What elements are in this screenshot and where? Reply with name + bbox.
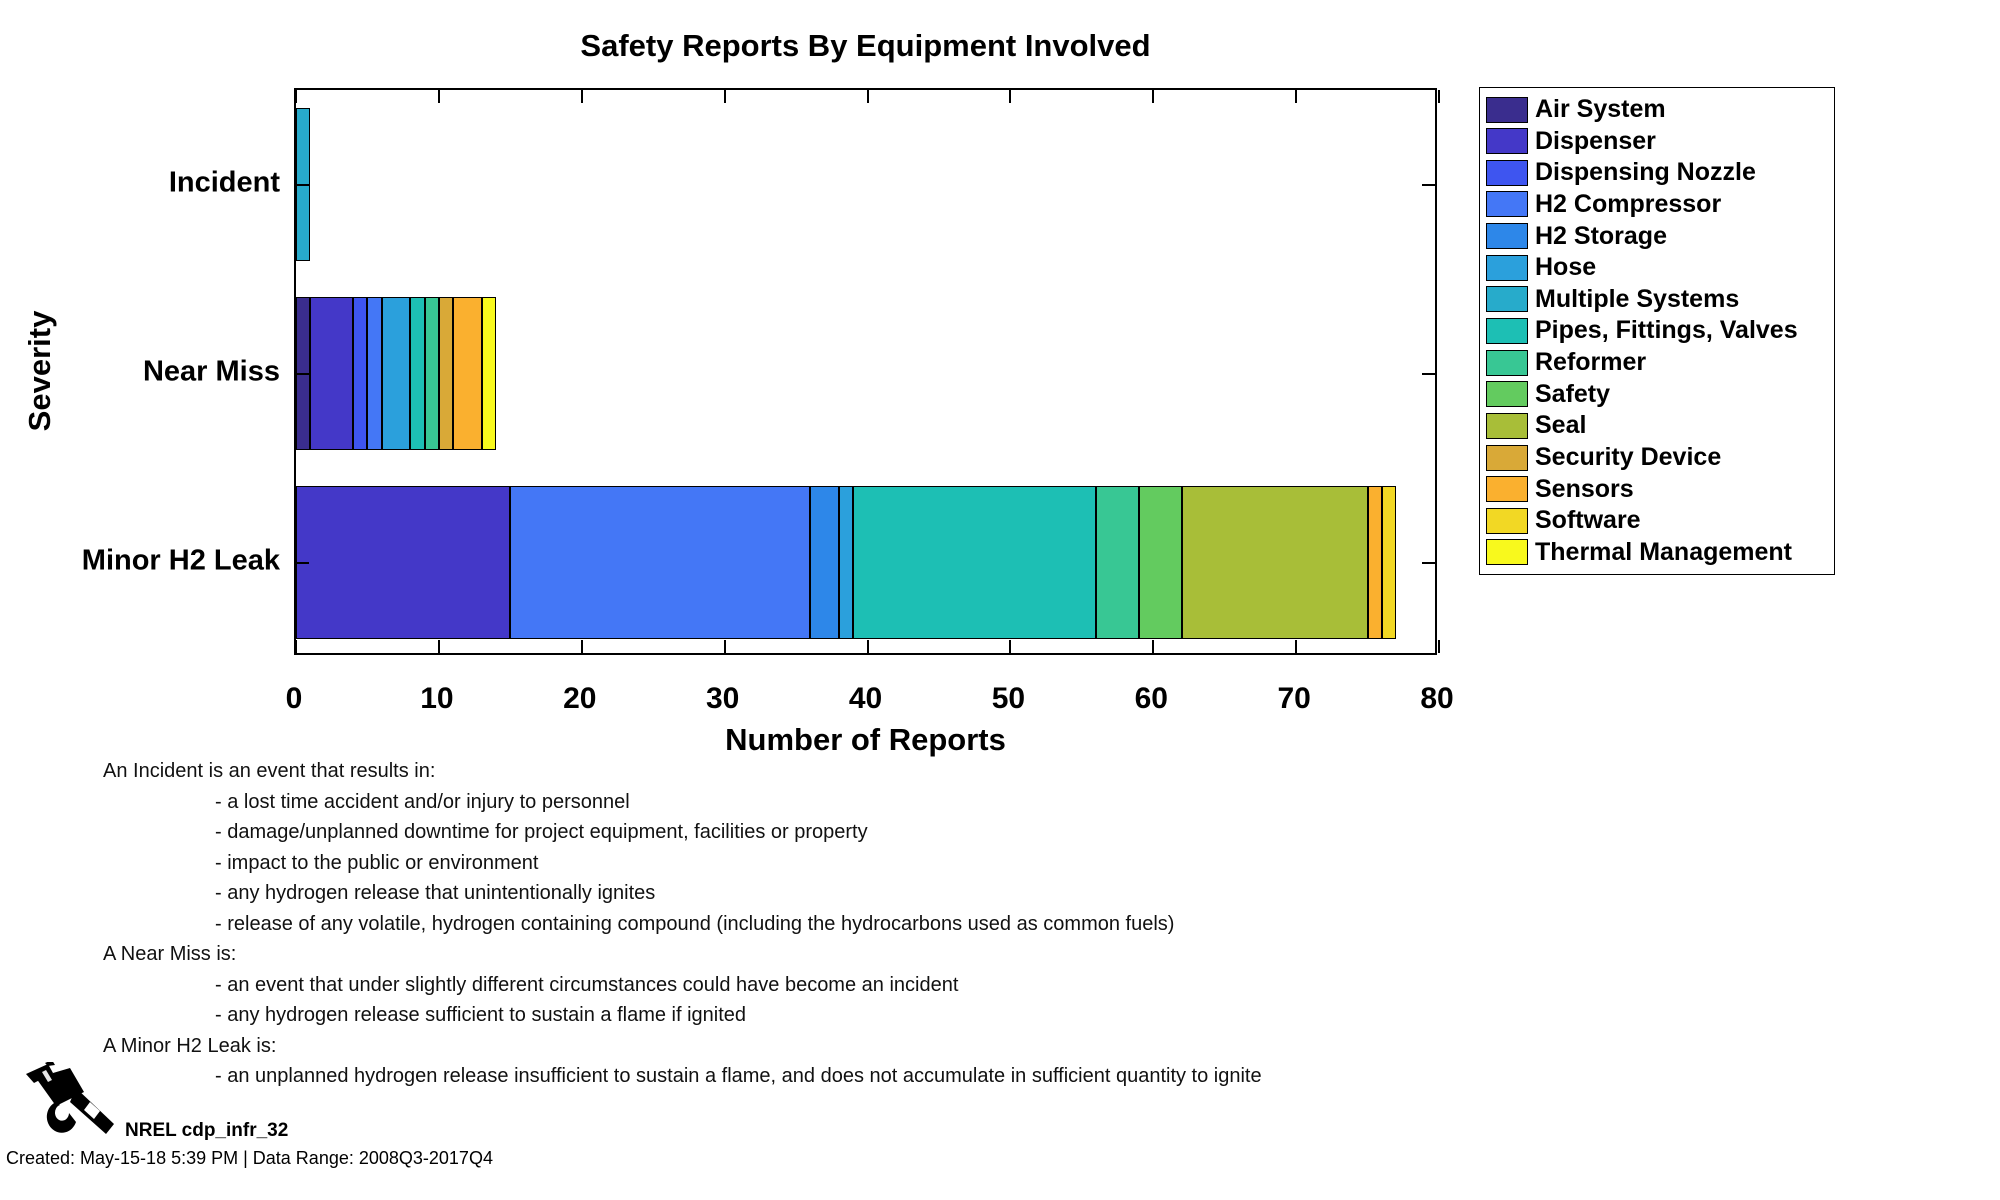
legend-item [1486, 348, 1828, 377]
legend-swatch [1486, 223, 1528, 249]
legend-item [1486, 380, 1828, 409]
note-line: - a lost time accident and/or injury to personnel [215, 790, 630, 813]
legend-swatch [1486, 381, 1528, 407]
note-line: - impact to the public or environment [215, 851, 539, 874]
legend-label: Thermal Management [1535, 537, 1793, 566]
legend-swatch [1486, 350, 1528, 376]
created-data-range: Created: May-15-18 5:39 PM | Data Range: 2008Q3-2017Q4 [6, 1148, 493, 1168]
legend-label: Safety [1535, 379, 1611, 408]
legend-label: Pipes, Fittings, Valves [1535, 316, 1798, 345]
y-axis-tick [296, 184, 309, 186]
x-axis-tick [867, 90, 869, 103]
bar-segment [1139, 486, 1182, 639]
legend-label: Air System [1535, 95, 1666, 123]
legend-item [1486, 285, 1828, 314]
legend-item [1486, 443, 1828, 472]
y-axis-tick [1422, 373, 1435, 375]
legend-item [1486, 190, 1828, 219]
note-line: - an unplanned hydrogen release insufficient to sustain a flame, and does not accumulate in sufficient quantity to ignite [215, 1065, 1262, 1087]
legend-swatch [1486, 191, 1528, 217]
y-tick-label: Incident [168, 166, 280, 198]
chart-title: Safety Reports By Equipment Involved [580, 28, 1151, 63]
x-tick-label: 80 [1420, 682, 1454, 715]
legend-item [1486, 253, 1828, 282]
y-axis-tick [296, 373, 309, 375]
x-tick-label: 20 [563, 682, 597, 715]
bar-segment [853, 486, 1096, 639]
x-axis-tick [295, 640, 297, 653]
note-line: - any hydrogen release sufficient to sustain a flame if ignited [215, 1004, 747, 1026]
legend-label: H2 Storage [1535, 221, 1667, 250]
legend-item [1486, 475, 1828, 504]
legend-swatch [1486, 413, 1528, 439]
bar-segment [482, 297, 496, 450]
legend-label: Dispenser [1535, 126, 1656, 155]
bar-segment [839, 486, 853, 639]
legend-swatch [1486, 445, 1528, 471]
legend-label: Security Device [1535, 443, 1722, 472]
x-tick-label: 40 [848, 682, 883, 715]
legend-label: Hose [1535, 253, 1597, 282]
legend-label: Reformer [1535, 348, 1647, 377]
x-tick-label: 50 [991, 682, 1026, 715]
x-axis-tick-labels [285, 682, 1454, 718]
x-tick-label: 30 [705, 682, 740, 715]
bar-segment [1182, 486, 1368, 639]
y-axis-tick [1422, 562, 1435, 564]
bar-segment [439, 297, 453, 450]
note-line: - any hydrogen release that unintentionally ignites [215, 882, 656, 904]
bar-segment [310, 297, 353, 450]
plot-area [294, 88, 1437, 655]
bar-segment [296, 486, 510, 639]
x-axis-tick [867, 640, 869, 653]
legend-label: Multiple Systems [1535, 284, 1740, 313]
y-axis-tick [1422, 184, 1435, 186]
legend-swatch [1486, 255, 1528, 281]
bar-segment [453, 297, 482, 450]
legend-item [1486, 411, 1828, 440]
legend-swatch [1486, 508, 1528, 534]
x-axis-tick [724, 90, 726, 103]
bar-segment [382, 297, 411, 450]
x-axis-tick [1295, 90, 1297, 103]
legend-item [1486, 506, 1828, 535]
legend-swatch [1486, 128, 1528, 154]
x-axis-tick [1009, 90, 1011, 103]
x-axis-tick [1152, 90, 1154, 103]
nrel-cdp-label: NREL cdp_infr_32 [125, 1120, 289, 1141]
legend [1479, 87, 1835, 575]
x-axis-tick [581, 640, 583, 653]
x-axis-tick [1295, 640, 1297, 653]
fuel-nozzle-icon [18, 1062, 122, 1142]
note-line: - release of any volatile, hydrogen containing compound (including the hydrocarbons used as common fuels) [215, 912, 1175, 935]
note-line: An Incident is an event that results in: [103, 760, 436, 782]
x-axis-tick [581, 90, 583, 103]
legend-swatch [1486, 476, 1528, 502]
legend-label: Software [1535, 506, 1641, 535]
x-axis-label: Number of Reports [725, 722, 1006, 757]
bar-segment [425, 297, 439, 450]
legend-label: Sensors [1535, 474, 1634, 503]
severity-definitions [103, 756, 1262, 1092]
note-line: A Minor H2 Leak is: [103, 1034, 277, 1057]
x-axis-tick [724, 640, 726, 653]
legend-swatch [1486, 539, 1528, 565]
legend-swatch [1486, 160, 1528, 186]
bar-segment [410, 297, 424, 450]
legend-item [1486, 538, 1828, 567]
bar-segment [510, 486, 810, 639]
note-line: - an event that under slightly different circumstances could have become an incident [215, 973, 959, 996]
legend-swatch [1486, 286, 1528, 312]
x-axis-tick [1438, 640, 1440, 653]
legend-item [1486, 158, 1828, 187]
x-axis-tick [295, 90, 297, 103]
y-tick-label: Minor H2 Leak [81, 544, 280, 576]
y-axis-tick [296, 562, 309, 564]
y-tick-label: Near Miss [142, 355, 280, 387]
bar-segment [1096, 486, 1139, 639]
bar-segment [1382, 486, 1396, 639]
legend-label: Seal [1535, 411, 1587, 440]
x-tick-label: 0 [285, 682, 303, 715]
bar-segment [1368, 486, 1382, 639]
legend-label: H2 Compressor [1535, 189, 1722, 218]
note-line: A Near Miss is: [103, 943, 237, 965]
legend-swatch [1486, 97, 1528, 123]
x-axis-tick [1438, 90, 1440, 103]
legend-item [1486, 95, 1828, 124]
legend-swatch [1486, 318, 1528, 344]
x-tick-label: 10 [420, 682, 454, 715]
bar-segment [367, 297, 381, 450]
x-axis-tick [438, 90, 440, 103]
x-axis-tick [1009, 640, 1011, 653]
legend-item [1486, 127, 1828, 156]
bar-segment [353, 297, 367, 450]
x-tick-label: 60 [1134, 682, 1168, 715]
x-tick-label: 70 [1277, 682, 1311, 715]
x-axis-tick [1152, 640, 1154, 653]
bar-segment [810, 486, 839, 639]
legend-item [1486, 316, 1828, 345]
legend-label: Dispensing Nozzle [1535, 158, 1756, 187]
note-line: - damage/unplanned downtime for project equipment, facilities or property [215, 821, 868, 843]
y-axis-label: Severity [22, 310, 57, 432]
x-axis-tick [438, 640, 440, 653]
legend-item [1486, 222, 1828, 251]
